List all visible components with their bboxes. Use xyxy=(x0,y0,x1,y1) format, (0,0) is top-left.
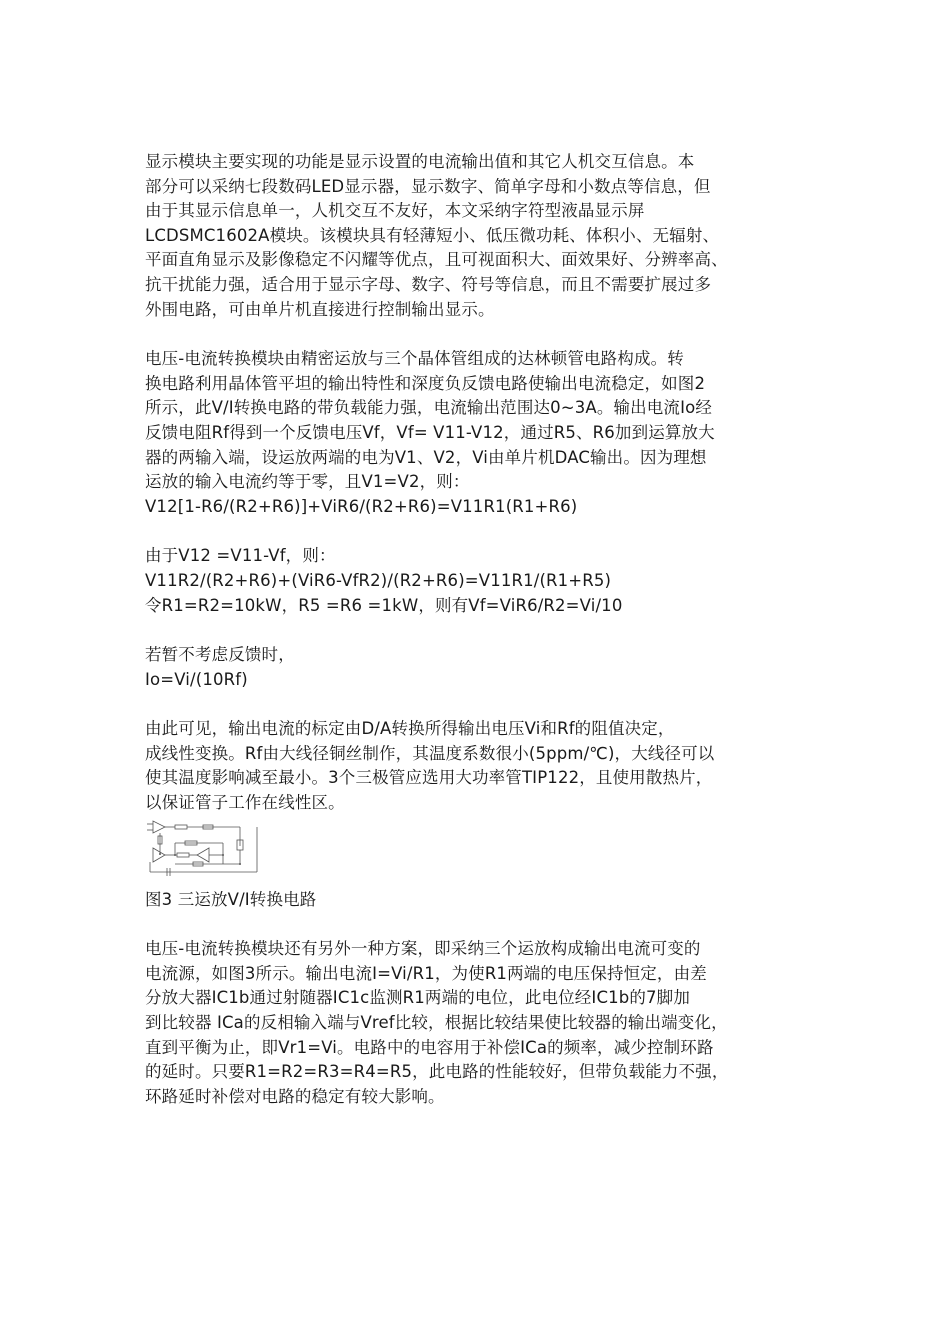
text-line: 显示模块主要实现的功能是显示设置的电流输出值和其它人机交互信息。本 xyxy=(145,152,695,171)
circuit-diagram-icon xyxy=(145,818,261,880)
text-line: 运放的输入电流约等于零，且V1=V2，则： xyxy=(145,472,470,492)
paragraph-alternative-scheme xyxy=(145,937,825,1109)
paragraph-gap xyxy=(145,618,825,643)
text-line: 反馈电阻Rf得到一个反馈电压Vf，Vf= V11-V12，通过R5、R6加到运算放大 xyxy=(145,422,715,442)
document-body xyxy=(145,150,825,1109)
text-line: 由于V12 =V11-Vf，则： xyxy=(145,546,336,566)
paragraph-gap xyxy=(145,322,825,347)
text-line: 平面直角显示及影像稳定不闪耀等优点，且可视面积大、面效果好、分辨率高、 xyxy=(145,250,728,270)
text-line: 分放大器IC1b通过射随器IC1c监测R1两端的电位，此电位经IC1b的7脚加 xyxy=(145,988,690,1008)
circuit-diagram-figure xyxy=(145,818,261,880)
formula-line: 令R1=R2=10kW，R5 =R6 =1kW，则有Vf=ViR6/R2=Vi/10 xyxy=(145,595,623,615)
text-line: 外围电路，可由单片机直接进行控制输出显示。 xyxy=(145,299,495,319)
text-line: 电流源，如图3所示。输出电流I=Vi/R1，为使R1两端的电压保持恒定，由差 xyxy=(145,963,707,983)
text-line: LCDSMC1602A模块。该模块具有轻薄短小、低压微功耗、体积小、无辐射、 xyxy=(145,225,720,245)
text-line: 电压-电流转换模块还有另外一种方案，即采纳三个运放构成输出电流可变的 xyxy=(145,939,701,959)
paragraph-gap xyxy=(145,519,825,544)
text-line: 器的两输入端，设运放两端的电为V1、V2，Vi由单片机DAC输出。因为理想 xyxy=(145,447,707,467)
text-line: 由于其显示信息单一，人机交互不友好，本文采纳字符型液晶显示屏 xyxy=(145,201,645,221)
paragraph-calibration xyxy=(145,717,825,815)
formula-line: V11R2/(R2+R6)+(ViR6-VfR2)/(R2+R6)=V11R1/(R1+R5) xyxy=(145,570,612,590)
text-line: 的延时。只要R1=R2=R3=R4=R5，此电路的性能较好，但带负载能力不强， xyxy=(145,1062,729,1082)
paragraph-gap xyxy=(145,692,825,717)
text-line: 直到平衡为止，即Vr1=Vi。电路中的电容用于补偿ICa的频率，减少控制环路 xyxy=(145,1037,714,1057)
paragraph-gap xyxy=(145,912,825,937)
text-line: 到比较器 ICa的反相输入端与Vref比较，根据比较结果使比较器的输出端变化， xyxy=(145,1013,728,1033)
text-line: 抗干扰能力强，适合用于显示字母、数字、符号等信息，而且不需要扩展过多 xyxy=(145,274,712,294)
text-line: 若暂不考虑反馈时， xyxy=(145,645,295,665)
text-line: 以保证管子工作在线性区。 xyxy=(145,793,345,813)
text-line: 环路延时补偿对电路的稳定有较大影响。 xyxy=(145,1086,445,1106)
paragraph-derivation xyxy=(145,544,825,618)
text-line: 所示，此V/I转换电路的带负载能力强，电流输出范围达0~3A。输出电流Io经 xyxy=(145,398,712,418)
text-line: 电压-电流转换模块由精密运放与三个晶体管组成的达林顿管电路构成。转 xyxy=(145,349,684,369)
text-line: 由此可见，输出电流的标定由D/A转换所得输出电压Vi和Rf的阻值决定， xyxy=(145,719,675,739)
text-line: 成线性变换。Rf由大线径铜丝制作，其温度系数很小(5ppm/℃)，大线径可以 xyxy=(145,743,715,763)
text-line: 部分可以采纳七段数码LED显示器，显示数字、简单字母和小数点等信息，但 xyxy=(145,176,711,196)
formula-line: Io=Vi/(10Rf) xyxy=(145,669,248,689)
figure-caption: 图3 三运放V/I转换电路 xyxy=(145,889,317,909)
paragraph-vi-conversion xyxy=(145,347,825,519)
paragraph-no-feedback xyxy=(145,643,825,692)
paragraph-display-module xyxy=(145,150,825,322)
text-line: 换电路利用晶体管平坦的输出特性和深度负反馈电路使输出电流稳定，如图2 xyxy=(145,373,706,393)
text-line: 使其温度影响减至最小。3个三极管应选用大功率管TIP122，且使用散热片， xyxy=(145,768,713,788)
formula-line: V12[1-R6/(R2+R6)]+ViR6/(R2+R6)=V11R1(R1+R6) xyxy=(145,496,578,516)
